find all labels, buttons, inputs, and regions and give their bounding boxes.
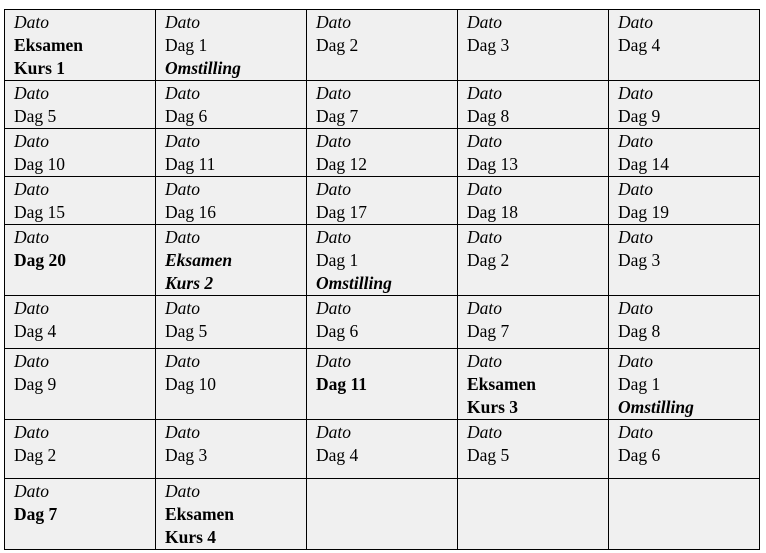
schedule-cell bbox=[5, 177, 156, 225]
date-label: Dato bbox=[467, 351, 502, 371]
schedule-cell bbox=[458, 81, 609, 129]
cell-text: Dag 7 bbox=[316, 106, 359, 126]
cell-text: Eksamen bbox=[165, 250, 233, 270]
empty-cell bbox=[458, 479, 609, 550]
cell-text: Dag 2 bbox=[467, 250, 510, 270]
cell-text: Dag 16 bbox=[165, 202, 217, 222]
cell-text: Eksamen bbox=[14, 35, 84, 55]
empty-cell bbox=[307, 479, 458, 550]
date-label: Dato bbox=[165, 12, 200, 32]
date-label: Dato bbox=[316, 351, 351, 371]
schedule-body bbox=[5, 10, 760, 550]
schedule-cell bbox=[5, 420, 156, 479]
schedule-cell bbox=[156, 129, 307, 177]
schedule-cell bbox=[609, 225, 760, 296]
schedule-cell bbox=[307, 129, 458, 177]
schedule-cell bbox=[307, 296, 458, 349]
schedule-cell bbox=[609, 177, 760, 225]
date-label: Dato bbox=[14, 422, 49, 442]
date-label: Dato bbox=[618, 12, 653, 32]
schedule-cell bbox=[156, 225, 307, 296]
schedule-cell bbox=[609, 296, 760, 349]
cell-text: Kurs 3 bbox=[467, 397, 519, 417]
cell-text: Kurs 4 bbox=[165, 527, 217, 547]
schedule-cell bbox=[458, 420, 609, 479]
cell-text: Dag 13 bbox=[467, 154, 519, 174]
schedule-cell bbox=[5, 81, 156, 129]
schedule-cell bbox=[156, 420, 307, 479]
schedule-row bbox=[5, 296, 760, 349]
schedule-row bbox=[5, 479, 760, 550]
schedule-cell bbox=[609, 81, 760, 129]
cell-text: Dag 5 bbox=[14, 106, 57, 126]
schedule-cell bbox=[307, 10, 458, 81]
date-label: Dato bbox=[165, 422, 200, 442]
cell-text: Dag 8 bbox=[618, 321, 661, 341]
schedule-cell bbox=[5, 129, 156, 177]
cell-text: Dag 10 bbox=[14, 154, 66, 174]
cell-text: Dag 7 bbox=[14, 504, 58, 524]
date-label: Dato bbox=[618, 131, 653, 151]
date-label: Dato bbox=[14, 298, 49, 318]
cell-text: Dag 15 bbox=[14, 202, 66, 222]
schedule-cell bbox=[609, 10, 760, 81]
schedule-cell bbox=[609, 349, 760, 420]
date-label: Dato bbox=[467, 131, 502, 151]
schedule-row bbox=[5, 10, 760, 81]
cell-text: Dag 19 bbox=[618, 202, 670, 222]
cell-text: Dag 11 bbox=[165, 154, 216, 174]
cell-text: Dag 2 bbox=[316, 35, 359, 55]
schedule-cell bbox=[5, 10, 156, 81]
cell-text: Dag 7 bbox=[467, 321, 510, 341]
date-label: Dato bbox=[165, 227, 200, 247]
schedule-cell bbox=[458, 177, 609, 225]
schedule-cell bbox=[458, 10, 609, 81]
schedule-cell bbox=[156, 81, 307, 129]
schedule-cell bbox=[5, 349, 156, 420]
date-label: Dato bbox=[316, 422, 351, 442]
cell-text: Dag 4 bbox=[316, 445, 359, 465]
cell-text: Dag 5 bbox=[467, 445, 510, 465]
schedule-cell bbox=[5, 479, 156, 550]
cell-text: Kurs 1 bbox=[14, 58, 66, 78]
schedule-cell bbox=[307, 349, 458, 420]
cell-text: Dag 9 bbox=[618, 106, 661, 126]
date-label: Dato bbox=[467, 227, 502, 247]
schedule-cell bbox=[156, 479, 307, 550]
date-label: Dato bbox=[165, 131, 200, 151]
cell-text: Dag 6 bbox=[316, 321, 359, 341]
date-label: Dato bbox=[165, 481, 200, 501]
schedule-cell bbox=[609, 420, 760, 479]
date-label: Dato bbox=[618, 83, 653, 103]
schedule-cell bbox=[458, 349, 609, 420]
empty-cell bbox=[609, 479, 760, 550]
date-label: Dato bbox=[316, 12, 351, 32]
cell-text: Eksamen bbox=[467, 374, 537, 394]
date-label: Dato bbox=[618, 179, 653, 199]
schedule-row bbox=[5, 81, 760, 129]
date-label: Dato bbox=[316, 298, 351, 318]
date-label: Dato bbox=[165, 298, 200, 318]
date-label: Dato bbox=[14, 83, 49, 103]
date-label: Dato bbox=[316, 179, 351, 199]
cell-text: Kurs 2 bbox=[165, 273, 214, 293]
date-label: Dato bbox=[467, 422, 502, 442]
cell-text: Dag 10 bbox=[165, 374, 217, 394]
date-label: Dato bbox=[14, 227, 49, 247]
cell-text: Dag 1 bbox=[316, 250, 359, 270]
schedule-cell bbox=[156, 296, 307, 349]
date-label: Dato bbox=[467, 83, 502, 103]
schedule-row bbox=[5, 129, 760, 177]
date-label: Dato bbox=[618, 227, 653, 247]
cell-text: Dag 5 bbox=[165, 321, 208, 341]
schedule-table bbox=[4, 9, 760, 550]
cell-text: Dag 8 bbox=[467, 106, 510, 126]
date-label: Dato bbox=[14, 481, 49, 501]
date-label: Dato bbox=[467, 179, 502, 199]
cell-text: Dag 3 bbox=[165, 445, 208, 465]
schedule-cell bbox=[458, 129, 609, 177]
date-label: Dato bbox=[14, 131, 49, 151]
cell-text: Dag 4 bbox=[618, 35, 661, 55]
date-label: Dato bbox=[165, 179, 200, 199]
cell-text: Dag 17 bbox=[316, 202, 368, 222]
date-label: Dato bbox=[165, 83, 200, 103]
cell-text: Dag 4 bbox=[14, 321, 57, 341]
schedule-row bbox=[5, 420, 760, 479]
cell-text: Dag 2 bbox=[14, 445, 57, 465]
cell-text: Dag 9 bbox=[14, 374, 57, 394]
schedule-row bbox=[5, 177, 760, 225]
schedule-cell bbox=[609, 129, 760, 177]
cell-text: Dag 18 bbox=[467, 202, 519, 222]
schedule-cell bbox=[5, 296, 156, 349]
cell-text: Omstilling bbox=[618, 397, 694, 417]
cell-text: Dag 20 bbox=[14, 250, 67, 270]
schedule-cell bbox=[307, 81, 458, 129]
cell-text: Dag 3 bbox=[618, 250, 661, 270]
date-label: Dato bbox=[467, 298, 502, 318]
schedule-cell bbox=[156, 10, 307, 81]
schedule-row bbox=[5, 225, 760, 296]
cell-text: Omstilling bbox=[316, 273, 392, 293]
schedule-cell bbox=[5, 225, 156, 296]
date-label: Dato bbox=[316, 83, 351, 103]
cell-text: Dag 3 bbox=[467, 35, 510, 55]
date-label: Dato bbox=[14, 12, 49, 32]
schedule-cell bbox=[156, 177, 307, 225]
date-label: Dato bbox=[618, 422, 653, 442]
date-label: Dato bbox=[316, 227, 351, 247]
schedule-row bbox=[5, 349, 760, 420]
schedule-cell bbox=[156, 349, 307, 420]
schedule-cell bbox=[458, 225, 609, 296]
cell-text: Dag 12 bbox=[316, 154, 368, 174]
schedule-cell bbox=[307, 225, 458, 296]
cell-text: Dag 6 bbox=[165, 106, 208, 126]
date-label: Dato bbox=[14, 351, 49, 371]
cell-text: Eksamen bbox=[165, 504, 235, 524]
date-label: Dato bbox=[618, 351, 653, 371]
schedule-cell bbox=[307, 420, 458, 479]
cell-text: Dag 1 bbox=[618, 374, 661, 394]
cell-text: Dag 14 bbox=[618, 154, 670, 174]
cell-text: Dag 6 bbox=[618, 445, 661, 465]
cell-text: Dag 11 bbox=[316, 374, 368, 394]
schedule-cell bbox=[307, 177, 458, 225]
date-label: Dato bbox=[14, 179, 49, 199]
date-label: Dato bbox=[618, 298, 653, 318]
schedule-cell bbox=[458, 296, 609, 349]
cell-text: Omstilling bbox=[165, 58, 241, 78]
date-label: Dato bbox=[165, 351, 200, 371]
cell-text: Dag 1 bbox=[165, 35, 208, 55]
date-label: Dato bbox=[467, 12, 502, 32]
date-label: Dato bbox=[316, 131, 351, 151]
